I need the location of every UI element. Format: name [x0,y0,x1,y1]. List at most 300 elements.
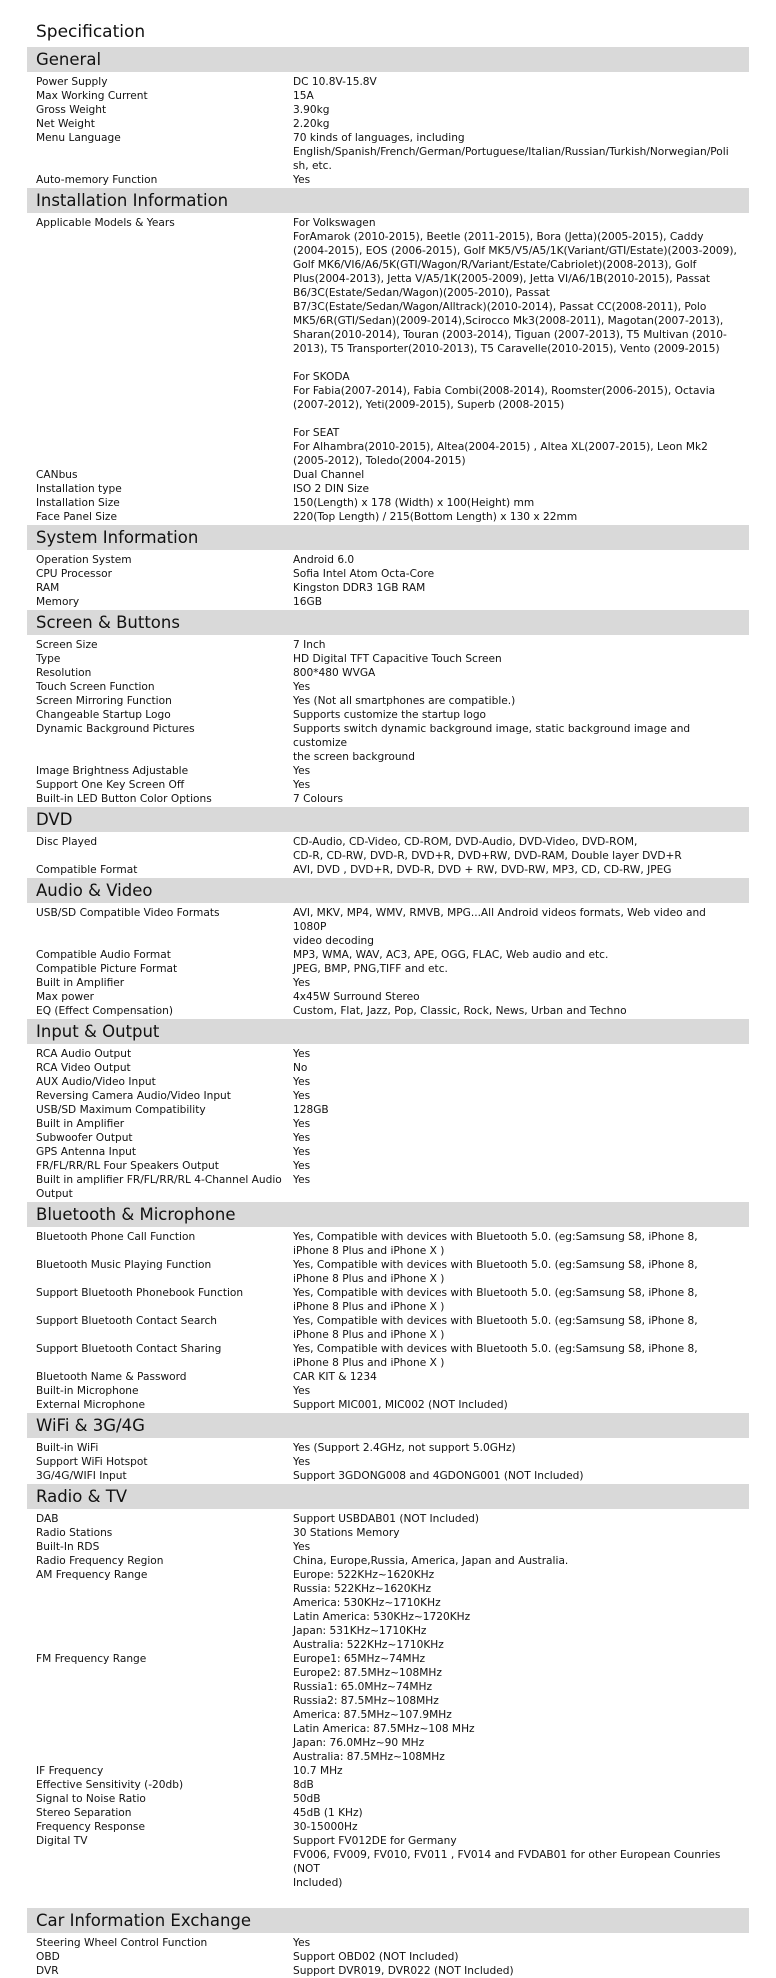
spec-value-line: Europe2: 87.5MHz~108MHz [293,1667,442,1679]
spec-row [36,1075,749,1089]
spec-value-line: 70 kinds of languages, including [293,132,465,144]
spec-value [293,1512,749,1526]
spec-value-line: Yes [293,1118,311,1130]
spec-value-line: Yes [293,1146,311,1158]
spec-value-line: Latin America: 530KHz~1720KHz [293,1611,471,1623]
spec-value-line: Yes [293,1937,311,1949]
spec-label: Radio Stations [36,1527,113,1539]
spec-label: Face Panel Size [36,511,118,523]
section-heading: Car Information Exchange [27,1908,749,1933]
spec-label: Installation Size [36,497,120,509]
spec-value-line: Yes [293,977,311,989]
spec-value [293,948,749,962]
spec-rows [27,550,749,609]
spec-row [36,694,749,708]
spec-row [36,482,749,496]
spec-value-line: No [293,1062,308,1074]
spec-value [293,1441,749,1455]
spec-value-line: the screen background [293,751,415,763]
spec-label: Stereo Separation [36,1807,132,1819]
spec-sections [0,47,776,1978]
spec-label: Subwoofer Output [36,1132,133,1144]
spec-value-line: For Volkswagen [293,217,376,229]
spec-label: IF Frequency [36,1765,104,1777]
spec-value-line: Yes [293,779,311,791]
section-heading: Bluetooth & Microphone [27,1202,749,1227]
spec-value [293,510,749,524]
spec-value [293,1554,749,1568]
spec-label: Screen Size [36,639,98,651]
spec-row [36,1145,749,1159]
spec-label: Support Bluetooth Phonebook Function [36,1287,244,1299]
spec-value-line: Included) [293,1877,343,1889]
spec-value [293,1792,749,1806]
spec-value [293,1145,749,1159]
spec-value-line: MP3, WMA, WAV, AC3, APE, OGG, FLAC, Web audio and etc. [293,949,609,961]
spec-value [293,75,749,89]
spec-value-line: Yes [293,1541,311,1553]
spec-section [27,47,749,187]
spec-rows [27,1438,749,1483]
spec-value-line: For Fabia(2007-2014), Fabia Combi(2008-2014), Roomster(2006-2015), Octavia [293,385,716,397]
spec-value-line: Kingston DDR3 1GB RAM [293,582,426,594]
spec-value-line: For Alhambra(2010-2015), Altea(2004-2015) , Altea XL(2007-2015), Leon Mk2 [293,441,708,453]
spec-label: AUX Audio/Video Input [36,1076,156,1088]
spec-value-line: America: 530KHz~1710KHz [293,1597,441,1609]
spec-value [293,482,749,496]
spec-value-line: 4x45W Surround Stereo [293,991,420,1003]
spec-row [36,1834,749,1890]
spec-row [36,468,749,482]
spec-value-line: Japan: 531KHz~1710KHz [293,1625,427,1637]
spec-row [36,948,749,962]
spec-row [36,1103,749,1117]
spec-value [293,764,749,778]
spec-row [36,1131,749,1145]
spec-label: Radio Frequency Region [36,1555,164,1567]
spec-value [293,680,749,694]
spec-value [293,863,749,877]
section-heading: Radio & TV [27,1484,749,1509]
spec-row [36,1792,749,1806]
spec-label: Bluetooth Music Playing Function [36,1259,212,1271]
spec-row [36,1370,749,1384]
spec-value-line: Europe: 522KHz~1620KHz [293,1569,435,1581]
spec-value [293,89,749,103]
spec-label: Support Bluetooth Contact Search [36,1315,218,1327]
spec-value-line: China, Europe,Russia, America, Japan and Australia. [293,1555,569,1567]
spec-label: CANbus [36,469,78,481]
spec-value [293,722,749,764]
spec-value [293,1089,749,1103]
spec-value [293,1047,749,1061]
spec-label: Installation type [36,483,122,495]
spec-label: Power Supply [36,76,108,88]
spec-row [36,510,749,524]
spec-value-line: Support MIC001, MIC002 (NOT Included) [293,1399,508,1411]
spec-row [36,1554,749,1568]
spec-label: Disc Played [36,836,98,848]
spec-value-line: America: 87.5MHz~107.9MHz [293,1709,452,1721]
spec-row [36,1512,749,1526]
spec-value-line: (2004-2015), EOS (2006-2015), Golf MK5/V5/A5/1K(Variant/GTI/Estate)(2003-2009), [293,245,737,257]
spec-value [293,1286,749,1314]
spec-value [293,1004,749,1018]
spec-row [36,1159,749,1173]
spec-value-line: Yes, Compatible with devices with Bluetooth 5.0. (eg:Samsung S8, iPhone 8, [293,1259,698,1271]
spec-row [36,103,749,117]
spec-value-line: Support FV012DE for Germany [293,1835,457,1847]
spec-value [293,1159,749,1173]
spec-value [293,976,749,990]
spec-value [293,216,749,468]
spec-rows [27,1509,749,1890]
spec-value [293,638,749,652]
spec-label: Operation System [36,554,132,566]
spec-label: Compatible Audio Format [36,949,171,961]
spec-row [36,1764,749,1778]
spec-value-line: Yes, Compatible with devices with Bluetooth 5.0. (eg:Samsung S8, iPhone 8, [293,1315,698,1327]
spec-label: Memory [36,596,80,608]
spec-row [36,792,749,806]
spec-value-line: 2013), T5 Transporter(2010-2013), T5 Caravelle(2010-2015), Vento (2009-2015) [293,343,720,355]
spec-row [36,1398,749,1412]
spec-row [36,863,749,877]
spec-row [36,173,749,187]
spec-value-line: Android 6.0 [293,554,355,566]
spec-label: External Microphone [36,1399,145,1411]
spec-value-line: Australia: 87.5MHz~108MHz [293,1751,445,1763]
spec-value-line: Supports customize the startup logo [293,709,487,721]
spec-value [293,1398,749,1412]
spec-row [36,553,749,567]
spec-row [36,1540,749,1554]
spec-value-line: (2007-2012), Yeti(2009-2015), Superb (2008-2015) [293,399,565,411]
spec-value-line: AVI, MKV, MP4, WMV, RMVB, MPG...All Android videos formats, Web video and 1080P [293,907,706,933]
spec-row [36,1173,749,1201]
spec-value-line: B6/3C(Estate/Sedan/Wagon)(2005-2010), Passat [293,287,550,299]
spec-value-line: 30-15000Hz [293,1821,358,1833]
spec-label: OBD [36,1951,60,1963]
spec-section [27,878,749,1018]
spec-section [27,1019,749,1201]
spec-value [293,1258,749,1286]
spec-row [36,1469,749,1483]
spec-value [293,962,749,976]
spec-value-line: MK5/6R(GTI/Sedan)(2009-2014),Scirocco Mk3(2008-2011), Magotan(2007-2013), [293,315,724,327]
spec-value-line: HD Digital TFT Capacitive Touch Screen [293,653,502,665]
spec-value [293,1778,749,1792]
spec-row [36,906,749,948]
spec-value [293,1342,749,1370]
spec-value [293,708,749,722]
spec-value [293,792,749,806]
spec-value [293,1526,749,1540]
spec-row [36,666,749,680]
spec-label: Screen Mirroring Function [36,695,172,707]
spec-section [27,1908,749,1978]
spec-rows [27,1933,749,1978]
spec-row [36,1455,749,1469]
spec-value [293,1936,749,1950]
spec-label: Resolution [36,667,92,679]
spec-value-line: (2005-2012), Toledo(2004-2015) [293,455,466,467]
spec-row [36,778,749,792]
section-heading: WiFi & 3G/4G [27,1413,749,1438]
spec-value [293,1455,749,1469]
spec-value [293,1964,749,1978]
spec-section [27,525,749,609]
spec-value [293,173,749,187]
spec-row [36,1652,749,1764]
spec-rows [27,832,749,877]
section-heading: DVD [27,807,749,832]
spec-value [293,778,749,792]
spec-value-line: For SKODA [293,371,350,383]
spec-value [293,117,749,131]
spec-value-line: English/Spanish/French/German/Portuguese/Italian/Russian/Turkish/Norwegian/Poli [293,146,729,158]
spec-label: Menu Language [36,132,121,144]
spec-row [36,131,749,173]
spec-value-line: Yes [293,1090,311,1102]
spec-row [36,976,749,990]
spec-label: CPU Processor [36,568,112,580]
section-heading: Input & Output [27,1019,749,1044]
spec-label: RCA Audio Output [36,1048,132,1060]
spec-value-line: Yes [293,681,311,693]
spec-row [36,1568,749,1652]
spec-label: FR/FL/RR/RL Four Speakers Output [36,1160,219,1172]
spec-value-line: Yes [293,1076,311,1088]
spec-value [293,595,749,609]
spec-value-line: Plus(2004-2013), Jetta V/A5/1K(2005-2009), Jetta VI/A6/1B(2010-2015), Passat [293,273,711,285]
spec-value-line: 150(Length) x 178 (Width) x 100(Height) mm [293,497,535,509]
spec-label: Changeable Startup Logo [36,709,171,721]
spec-label: Bluetooth Phone Call Function [36,1231,196,1243]
spec-value-line: Yes, Compatible with devices with Bluetooth 5.0. (eg:Samsung S8, iPhone 8, [293,1343,698,1355]
spec-value-line: Yes [293,1174,311,1186]
spec-row [36,117,749,131]
spec-row [36,1004,749,1018]
spec-value-line: 220(Top Length) / 215(Bottom Length) x 130 x 22mm [293,511,578,523]
spec-label: DVR [36,1965,59,1977]
spec-label: Net Weight [36,118,95,130]
spec-value-line: Sofia Intel Atom Octa-Core [293,568,435,580]
spec-section [27,610,749,806]
spec-section [27,1484,749,1890]
spec-label: AM Frequency Range [36,1569,148,1581]
spec-value-line: iPhone 8 Plus and iPhone X ) [293,1245,445,1257]
spec-value [293,1764,749,1778]
spec-value-line: Support OBD02 (NOT Included) [293,1951,459,1963]
spec-value-line [293,356,741,370]
spec-value-line: Yes [293,1132,311,1144]
spec-label: Max Working Current [36,90,148,102]
spec-value-line: B7/3C(Estate/Sedan/Wagon/Alltrack)(2010-2014), Passat CC(2008-2011), Polo [293,301,707,313]
spec-value-line: video decoding [293,935,374,947]
spec-row [36,1117,749,1131]
spec-value-line: 16GB [293,596,322,608]
spec-label: Bluetooth Name & Password [36,1371,187,1383]
spec-value [293,1568,749,1652]
spec-value-line: 800*480 WVGA [293,667,376,679]
spec-value [293,835,749,863]
spec-label: Image Brightness Adjustable [36,765,189,777]
spec-label: Steering Wheel Control Function [36,1937,208,1949]
spec-row [36,652,749,666]
spec-value [293,1230,749,1258]
spec-value-line: Yes [293,1456,311,1468]
spec-row [36,1230,749,1258]
spec-value [293,1131,749,1145]
spec-label: 3G/4G/WIFI Input [36,1470,127,1482]
spec-label: USB/SD Maximum Compatibility [36,1104,206,1116]
spec-value-line: CD-R, CD-RW, DVD-R, DVD+R, DVD+RW, DVD-RAM, Double layer DVD+R [293,850,682,862]
spec-value [293,1117,749,1131]
spec-row [36,1384,749,1398]
spec-value-line: Europe1: 65MHz~74MHz [293,1653,426,1665]
spec-value-line: Support 3GDONG008 and 4GDONG001 (NOT Included) [293,1470,584,1482]
spec-label: GPS Antenna Input [36,1146,137,1158]
spec-value-line: Support USBDAB01 (NOT Included) [293,1513,479,1525]
spec-value [293,131,749,173]
spec-label: Built-in LED Button Color Options [36,793,212,805]
spec-value-line: Yes, Compatible with devices with Bluetooth 5.0. (eg:Samsung S8, iPhone 8, [293,1287,698,1299]
spec-row [36,1061,749,1075]
spec-value-line: AVI, DVD , DVD+R, DVD-R, DVD + RW, DVD-RW, MP3, CD, CD-RW, JPEG [293,864,672,876]
spec-value [293,1950,749,1964]
spec-row [36,75,749,89]
spec-value-line: ISO 2 DIN Size [293,483,369,495]
spec-row [36,1964,749,1978]
spec-value-line: 15A [293,90,314,102]
spec-value-line: Sharan(2010-2014), Touran (2003-2014), Tiguan (2007-2013), T5 Multivan (2010- [293,329,727,341]
spec-label: Touch Screen Function [36,681,155,693]
spec-value [293,1370,749,1384]
spec-label: Built in Amplifier [36,1118,125,1130]
spec-label: Effective Sensitivity (-20db) [36,1779,184,1791]
spec-label: Built in Amplifier [36,977,125,989]
spec-value-line: Yes [293,174,311,186]
spec-value-line: Dual Channel [293,469,365,481]
spec-label: Signal to Noise Ratio [36,1793,146,1805]
spec-label: Auto-memory Function [36,174,158,186]
spec-value [293,990,749,1004]
spec-row [36,1950,749,1964]
spec-row [36,638,749,652]
spec-rows [27,72,749,187]
spec-value [293,581,749,595]
spec-row [36,1089,749,1103]
spec-section [27,1202,749,1412]
spec-label: Support WiFi Hotspot [36,1456,148,1468]
spec-value-line: CAR KIT & 1234 [293,1371,377,1383]
spec-value-line: Yes, Compatible with devices with Bluetooth 5.0. (eg:Samsung S8, iPhone 8, [293,1231,698,1243]
spec-row [36,1441,749,1455]
spec-label: FM Frequency Range [36,1653,147,1665]
spec-row [36,1258,749,1286]
spec-value [293,1384,749,1398]
spec-value [293,1075,749,1089]
spec-value [293,468,749,482]
spec-value-line: Support DVR019, DVR022 (NOT Included) [293,1965,514,1977]
spec-value [293,906,749,948]
spec-value [293,1834,749,1890]
spec-row [36,1047,749,1061]
spec-value-line: iPhone 8 Plus and iPhone X ) [293,1273,445,1285]
spec-value-line: 8dB [293,1779,314,1791]
spec-row [36,89,749,103]
spec-value-line [293,412,741,426]
spec-row [36,567,749,581]
spec-value-line: 10.7 MHz [293,1765,343,1777]
section-heading: System Information [27,525,749,550]
spec-value-line: Yes [293,1048,311,1060]
spec-label: Built-in WiFi [36,1442,99,1454]
spec-value-line: ForAmarok (2010-2015), Beetle (2011-2015), Bora (Jetta)(2005-2015), Caddy [293,231,704,243]
spec-section [27,188,749,524]
spec-row [36,708,749,722]
spec-row [36,990,749,1004]
spec-row [36,722,749,764]
spec-label: USB/SD Compatible Video Formats [36,907,220,919]
spec-value-line: iPhone 8 Plus and iPhone X ) [293,1329,445,1341]
spec-row [36,764,749,778]
spec-row [36,581,749,595]
spec-value [293,652,749,666]
spec-value [293,1806,749,1820]
spec-label: Compatible Picture Format [36,963,178,975]
spec-value-line: 128GB [293,1104,329,1116]
spec-value-line: 30 Stations Memory [293,1527,400,1539]
spec-label: Compatible Format [36,864,138,876]
spec-value-line: iPhone 8 Plus and iPhone X ) [293,1357,445,1369]
section-heading: General [27,47,749,72]
spec-row [36,1342,749,1370]
spec-value [293,1469,749,1483]
spec-value-line: Yes (Not all smartphones are compatible.) [293,695,516,707]
spec-value-line: JPEG, BMP, PNG,TIFF and etc. [293,963,448,975]
spec-value-line: For SEAT [293,427,340,439]
spec-value-line: iPhone 8 Plus and iPhone X ) [293,1301,445,1313]
spec-value [293,553,749,567]
spec-value-line: Russia1: 65.0MHz~74MHz [293,1681,433,1693]
section-heading: Installation Information [27,188,749,213]
spec-label: Reversing Camera Audio/Video Input [36,1090,231,1102]
spec-rows [27,903,749,1018]
spec-value-line: FV006, FV009, FV010, FV011 , FV014 and FVDAB01 for other European Counries (NOT [293,1849,721,1875]
spec-value-line: Yes [293,1160,311,1172]
spec-value-line: Australia: 522KHz~1710KHz [293,1639,444,1651]
spec-value-line: DC 10.8V-15.8V [293,76,377,88]
spec-value [293,103,749,117]
spec-value-line: Yes [293,765,311,777]
spec-value-line: Yes (Support 2.4GHz, not support 5.0GHz) [293,1442,516,1454]
section-heading: Screen & Buttons [27,610,749,635]
spec-row [36,1806,749,1820]
page-title: Specification [36,22,146,42]
spec-value [293,1103,749,1117]
spec-label: Max power [36,991,95,1003]
spec-label: DAB [36,1513,59,1525]
spec-value-line: 3.90kg [293,104,330,116]
spec-row [36,962,749,976]
spec-value-line: Golf MK6/VI6/A6/5K(GTI/Wagon/R/Variant/Estate/Cabriolet)(2008-2013), Golf [293,259,697,271]
spec-rows [27,1227,749,1412]
spec-label: RAM [36,582,60,594]
spec-rows [27,1044,749,1201]
spec-value [293,1540,749,1554]
